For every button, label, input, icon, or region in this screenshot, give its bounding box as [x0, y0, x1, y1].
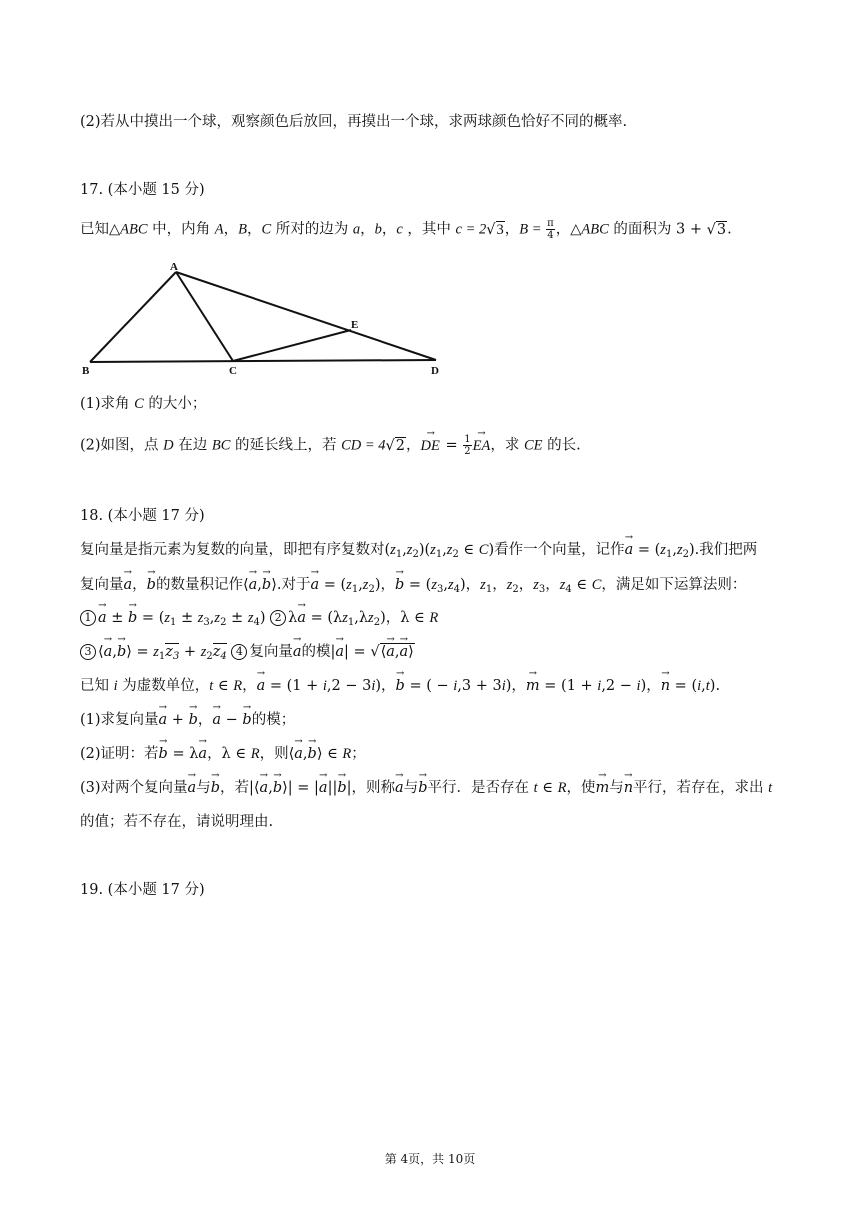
- circled-three: 3: [80, 644, 96, 660]
- page-footer: 第 4页，共 10页: [384, 1152, 476, 1166]
- circled-one: 1: [80, 610, 96, 626]
- q18-header: 18. (本小题 17 分): [80, 508, 205, 524]
- label-b: B: [82, 365, 90, 377]
- q18-rules-1-2: 1 a → ± b → = $(z_1 \pm z_3,z_2 \pm z_4)$ 2 λa → = $(\lambda z_1,\lambda z_2)$，λ ∈ R: [80, 608, 438, 633]
- q18-known: 已知 i 为虚数单位，t ∈ R，a → = (1 + i,2 − 3i)，b → = ( − i,3 + 3i)，m → = (1 + i,2 − i)，n → = (i,t).: [80, 676, 720, 696]
- q18-part1: (1)求复向量a → + b →，a → − b →的模；: [80, 710, 295, 730]
- label-d: D: [431, 365, 439, 377]
- q17-part2: (2)如图，点 D 在边 BC 的延长线上，若 CD = 4√2，DE → = $\frac{1}{2}$ EA →，求 CE 的长.: [80, 434, 581, 457]
- triangle-figure: [78, 258, 448, 378]
- circled-four: 4: [231, 644, 247, 660]
- q17-part1: (1)求角 C 的大小；: [80, 396, 207, 412]
- q18-line2: 复向量a →，b →的数量积记作⟨a →,b →⟩.对于a → = $(z_1,z_2)$，b → = $(z_3,z_4)$，$z_1$，$z_2$，$z_3$，$z_4$ ∈ C，满足如下运算法则：: [80, 575, 746, 600]
- q16-part2: (2)若从中摸出一个球，观察颜色后放回，再摸出一个球，求两球颜色恰好不同的概率.: [80, 114, 628, 130]
- q18-part3: (3)对两个复向量a →与b →，若|⟨a →,b →⟩| = |a →||b →|，则称a →与b →平行．是否存在 t ∈ R，使m →与n →平行，若存在，求出 t: [80, 778, 772, 798]
- q19-header: 19. (本小题 17 分): [80, 882, 205, 898]
- q18-part3-cont: 的值；若不存在，请说明理由.: [80, 814, 274, 830]
- q17-header: 17. (本小题 15 分): [80, 182, 205, 198]
- circled-two: 2: [270, 610, 286, 626]
- segment-ad: [176, 272, 436, 360]
- segment-ac: [176, 272, 233, 361]
- q18-rules-3-4: 3 ⟨a →,b →⟩ = $z_1z_3 + z_2z_4$ 4 复向量a →的模|a →| = √⟨a →,a →⟩: [80, 642, 415, 667]
- segment-ce: [233, 330, 351, 361]
- label-c: C: [229, 365, 237, 377]
- label-a: A: [170, 261, 178, 273]
- q18-line1: 复向量是指元素为复数的向量，即把有序复数对$(z_1,z_2)(z_1,z_2$ ∈ C)看作一个向量，记作a → = $(z_1,z_2)$.我们把两: [80, 540, 757, 565]
- segment-bd: [90, 360, 436, 362]
- label-e: E: [351, 319, 359, 331]
- segment-ab: [90, 272, 176, 362]
- q18-part2: (2)证明：若b → = λa →，λ ∈ R，则⟨a →,b →⟩ ∈ R；: [80, 744, 366, 764]
- q17-stem: 已知△ABC 中，内角 A，B，C 所对的边为 a，b，c ，其中 c = 2√3，B = $\frac{\pi}{4}$ ，△ABC 的面积为 3 + √3.: [80, 218, 732, 241]
